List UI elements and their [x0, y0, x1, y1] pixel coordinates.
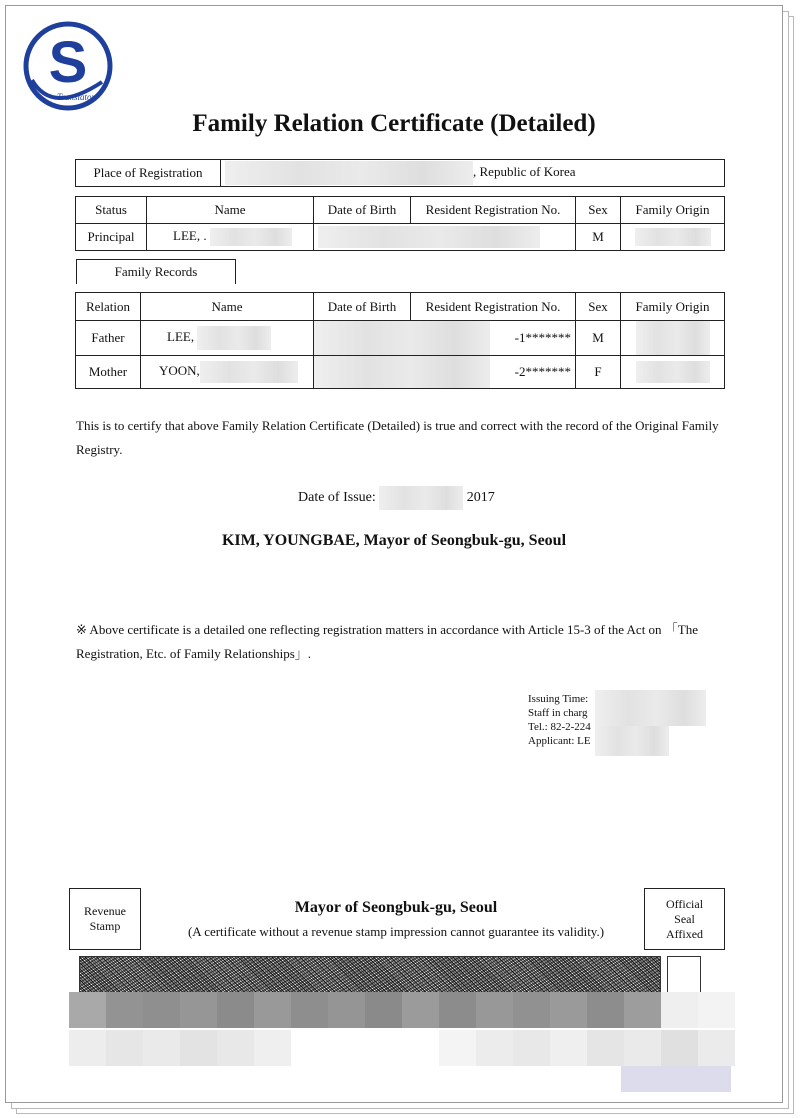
principal-dob-rrn	[314, 224, 576, 251]
principal-sex: M	[576, 224, 621, 251]
date-of-issue-year: 2017	[466, 490, 495, 506]
registration-table	[75, 159, 725, 187]
registration-label: Place of Registration	[76, 160, 221, 187]
redacted-issuing-info	[595, 690, 706, 726]
redacted-address	[225, 161, 473, 185]
redacted-footer-row	[69, 1030, 735, 1066]
seal-corner-box	[667, 956, 701, 994]
principal-name: LEE, .	[173, 227, 207, 243]
header-status: Status	[76, 197, 147, 224]
staff-in-charge: Staff in charg	[528, 707, 588, 719]
principal-status: Principal	[76, 224, 147, 251]
header-name: Name	[147, 197, 314, 224]
family-records-tab: Family Records	[76, 259, 236, 284]
official-seal-line1: Official	[665, 896, 704, 911]
legal-note: ※ Above certificate is a detailed one reflecting registration matters in accordance with Article 15-3 of the Act on 「The Registration, Etc. of Family Relationships」.	[76, 622, 699, 661]
redacted-origin	[636, 361, 710, 383]
redacted-dob-rrn	[318, 226, 540, 248]
revenue-stamp-box	[69, 888, 141, 950]
mother-family-origin	[621, 356, 725, 389]
applicant: Applicant: LE	[528, 735, 591, 747]
translator-logo-icon	[22, 20, 114, 112]
fr-header-family-origin: Family Origin	[621, 293, 725, 321]
logo-letter: S	[48, 30, 88, 95]
document-page	[5, 5, 783, 1103]
principal-table	[75, 196, 725, 251]
father-name: LEE,	[167, 328, 195, 344]
redacted-applicant	[595, 726, 669, 756]
redacted-name	[210, 228, 292, 246]
father-sex: M	[576, 321, 621, 356]
mother-relation: Mother	[76, 356, 141, 389]
principal-family-origin	[621, 224, 725, 251]
redacted-date	[379, 486, 463, 510]
fr-header-dob: Date of Birth	[314, 293, 411, 321]
father-rrn: -1*******	[514, 330, 571, 345]
date-of-issue	[298, 486, 495, 510]
redacted-origin	[636, 321, 710, 355]
official-seal-box	[644, 888, 725, 950]
table-row	[76, 321, 725, 356]
father-relation: Father	[76, 321, 141, 356]
redacted-barcode-row	[69, 992, 735, 1028]
mother-name-cell	[141, 356, 314, 389]
header-rrn: Resident Registration No.	[411, 197, 576, 224]
mother-rrn: -2*******	[514, 364, 571, 379]
header-family-origin: Family Origin	[621, 197, 725, 224]
registration-value	[221, 160, 725, 187]
redacted-page-footer	[621, 1066, 731, 1092]
official-seal-line2: Seal	[674, 911, 695, 926]
redacted-name	[197, 326, 271, 350]
official-seal-line3: Affixed	[665, 926, 704, 941]
father-name-cell	[141, 321, 314, 356]
document-title: Family Relation Certificate (Detailed)	[192, 110, 596, 137]
footer-mayor: Mayor of Seongbuk-gu, Seoul	[294, 899, 498, 916]
father-family-origin	[621, 321, 725, 356]
date-of-issue-label: Date of Issue:	[298, 490, 376, 506]
mother-name: YOON,	[159, 362, 200, 378]
redacted-dob	[314, 321, 490, 355]
redacted-name	[200, 361, 298, 383]
principal-name-cell	[147, 224, 314, 251]
fr-header-rrn: Resident Registration No.	[411, 293, 576, 321]
certification-text: This is to certify that above Family Relation Certificate (Detailed) is true and correct with the record of the Original Family Registry.	[76, 418, 719, 457]
issuing-info	[528, 692, 591, 748]
registration-country: , Republic of Korea	[473, 163, 576, 179]
redacted-origin	[635, 228, 711, 246]
fr-header-sex: Sex	[576, 293, 621, 321]
issuing-time: Issuing Time:	[528, 693, 589, 705]
revenue-stamp-line2: Stamp	[89, 919, 121, 933]
mother-sex: F	[576, 356, 621, 389]
table-row	[76, 356, 725, 389]
logo-caption: Translator	[56, 92, 96, 102]
security-pattern	[79, 956, 661, 996]
family-records-table	[75, 292, 725, 389]
revenue-stamp-line1: Revenue	[84, 904, 126, 918]
header-sex: Sex	[576, 197, 621, 224]
header-dob: Date of Birth	[314, 197, 411, 224]
telephone: Tel.: 82-2-224	[528, 721, 591, 733]
footer-disclaimer: (A certificate without a revenue stamp impression cannot guarantee its validity.)	[187, 924, 605, 939]
father-dob-rrn	[314, 321, 576, 356]
mother-dob-rrn	[314, 356, 576, 389]
fr-header-relation: Relation	[76, 293, 141, 321]
issuer-name: KIM, YOUNGBAE, Mayor of Seongbuk-gu, Seoul	[221, 532, 567, 549]
redacted-dob	[314, 356, 490, 388]
fr-header-name: Name	[141, 293, 314, 321]
